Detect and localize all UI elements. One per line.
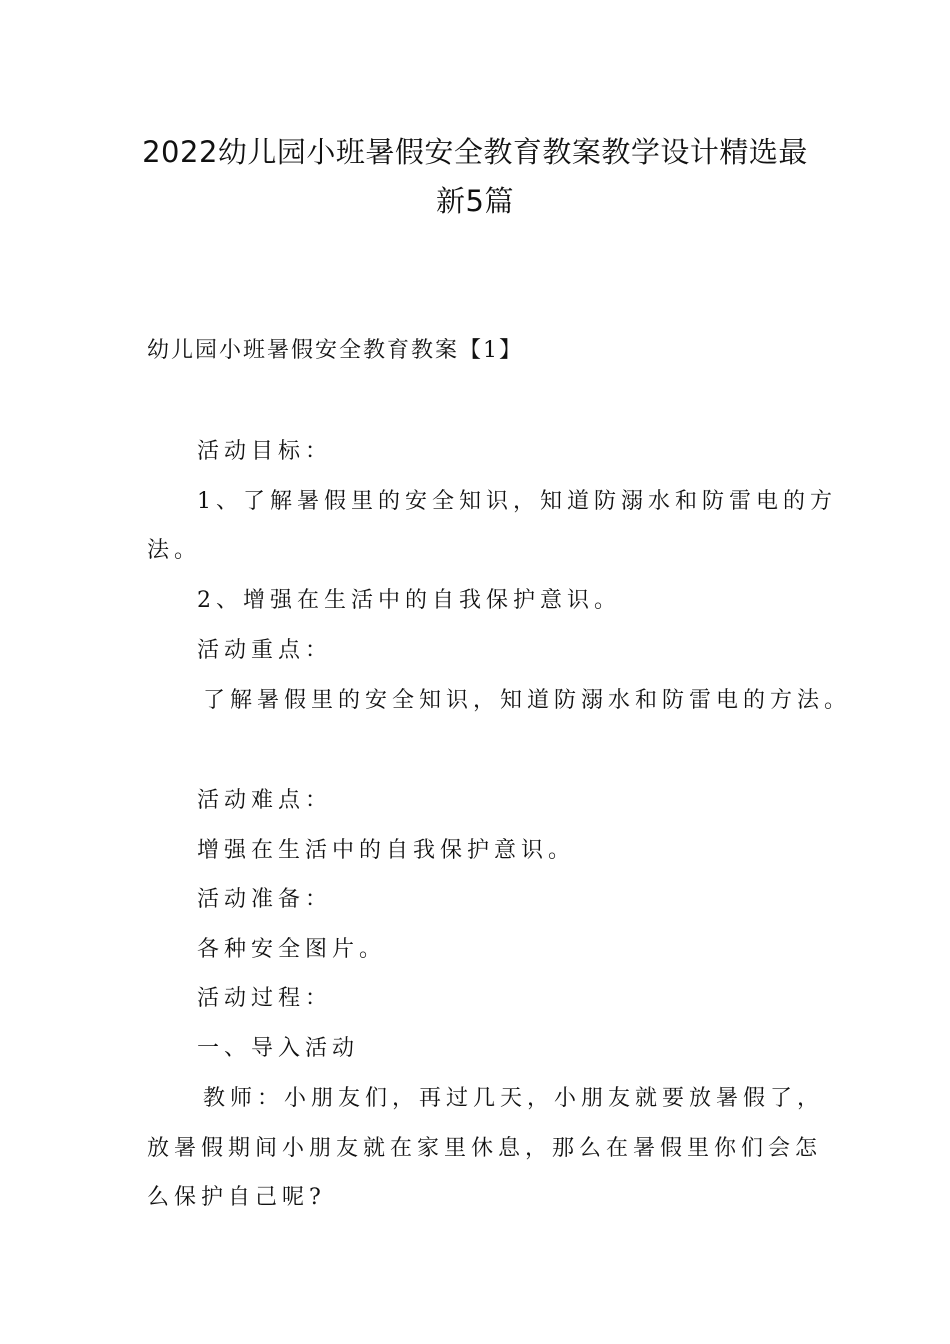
key-points-text: 了解暑假里的安全知识，知道防溺水和防雷电的方法。 [203, 688, 852, 713]
step-1-label: 一、导入活动 [197, 1036, 360, 1061]
section-heading: 幼儿园小班暑假安全教育教案【1】 [147, 338, 523, 363]
teacher-line-3: 么保护自己呢? [147, 1185, 326, 1210]
goal-2: 2、增强在生活中的自我保护意识。 [197, 588, 621, 613]
teacher-line-1: 教师：小朋友们，再过几天，小朋友就要放暑假了， [203, 1086, 825, 1111]
process-label: 活动过程： [197, 986, 333, 1011]
preparation-label: 活动准备： [197, 887, 333, 912]
teacher-line-2: 放暑假期间小朋友就在家里休息，那么在暑假里你们会怎 [147, 1136, 823, 1161]
goals-label: 活动目标： [197, 439, 333, 464]
document-title-line-1: 2022幼儿园小班暑假安全教育教案教学设计精选最 [142, 135, 808, 169]
difficulty-label: 活动难点： [197, 788, 333, 813]
goal-1-line-1: 1、了解暑假里的安全知识，知道防溺水和防雷电的方 [197, 489, 837, 514]
difficulty-text: 增强在生活中的自我保护意识。 [197, 838, 576, 863]
preparation-text: 各种安全图片。 [197, 937, 387, 962]
key-points-label: 活动重点： [197, 638, 333, 663]
document-title-line-2: 新5篇 [436, 184, 514, 218]
goal-1-line-2: 法。 [147, 538, 202, 563]
